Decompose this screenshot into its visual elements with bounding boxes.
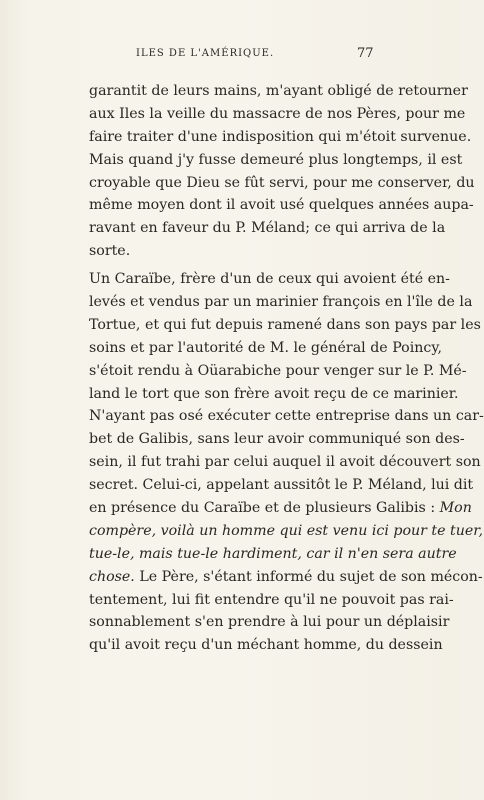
text-line-italic: compère, voilà un homme qui est venu ici pour te tuer, [89, 522, 483, 539]
text-line: sorte. [89, 243, 131, 260]
text-roman: Le Père, s'étant informé du sujet de son mécon- [134, 568, 483, 585]
text-line: secret. Celui-ci, appelant aussitôt le P. Méland, lui dit [89, 477, 474, 494]
page-number: 77 [357, 46, 374, 61]
text-line: Mais quand j'y fusse demeuré plus longtemps, il est [89, 151, 463, 168]
paragraph-2 [89, 268, 484, 657]
text-italic: Mon [439, 500, 472, 517]
text-line: land le tort que son frère avoit reçu de ce marinier. [89, 385, 459, 402]
text-italic: chose. [89, 568, 135, 585]
text-line-italic: tue-le, mais tue-le hardiment, car il n'en sera autre [89, 545, 457, 562]
body-text [89, 80, 484, 657]
text-line: faire traiter d'une indisposition qui m'étoit survenue. [89, 128, 472, 145]
running-head [0, 48, 460, 68]
paragraph-1 [89, 80, 475, 263]
text-line: sonnablement s'en prendre à lui pour un déplaisir [89, 614, 450, 631]
text-roman: en présence du Caraïbe et de plusieurs Galibis : [89, 500, 440, 517]
text-line: qu'il avoit reçu d'un méchant homme, du dessein [89, 637, 443, 654]
text-line: levés et vendus par un marinier françois en l'île de la [89, 294, 473, 311]
text-line: tentement, lui fit entendre qu'il ne pouvoit pas rai- [89, 591, 454, 608]
text-line: N'ayant pas osé exécuter cette entreprise dans un car- [89, 408, 484, 425]
text-line: aux Iles la veille du massacre de nos Pères, pour me [89, 105, 466, 122]
text-line [89, 497, 472, 520]
text-line: Tortue, et qui fut depuis ramené dans son pays par les [89, 316, 481, 333]
text-line: même moyen dont il avoit usé quelques années aupa- [89, 197, 474, 214]
text-line: s'étoit rendu à Oüarabiche pour venger sur le P. Mé- [89, 362, 467, 379]
running-head-title: ILES DE L'AMÉRIQUE. [136, 48, 275, 59]
text-line [89, 566, 483, 589]
text-line: soins et par l'autorité de M. le général de Poincy, [89, 339, 442, 356]
text-line: croyable que Dieu se fût servi, pour me conserver, du [89, 174, 475, 191]
text-line: bet de Galibis, sans leur avoir communiqué son des- [89, 431, 465, 448]
text-line: garantit de leurs mains, m'ayant obligé de retourner [89, 83, 468, 99]
text-line: sein, il fut trahi par celui auquel il avoit découvert son [89, 454, 481, 471]
text-line: Un Caraïbe, frère d'un de ceux qui avoient été en- [89, 271, 450, 288]
text-line: ravant en faveur du P. Méland; ce qui arriva de la [89, 220, 446, 237]
